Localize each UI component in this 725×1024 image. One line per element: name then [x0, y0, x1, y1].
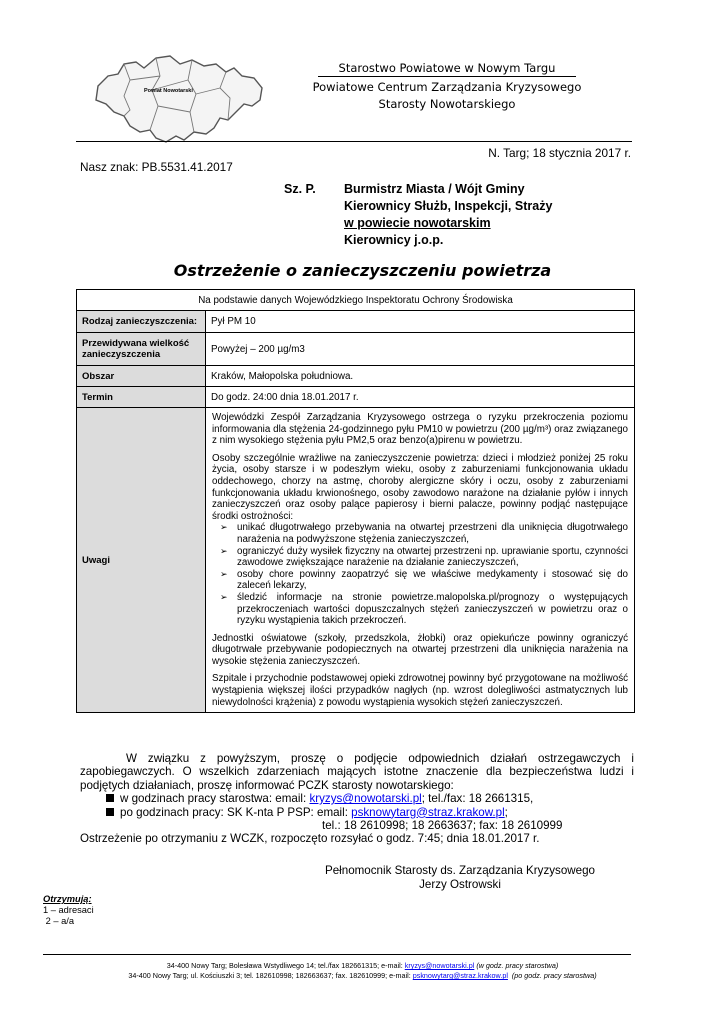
- contact-working-hours: w godzinach pracy starostwa: email: kryzys@nowotarski.pl; tel./fax: 18 2661315,: [80, 792, 634, 805]
- arrow-bullet-icon: ➢: [220, 591, 228, 602]
- body-text: [80, 752, 634, 846]
- arrow-bullet-icon: ➢: [220, 545, 228, 556]
- county-map-logo: [84, 46, 274, 154]
- warning-table: [76, 289, 635, 713]
- logo-label: Powiat Nowotarski: [144, 88, 193, 94]
- footer-email-psk[interactable]: psknowytarg@straz.krakow.pl: [412, 971, 508, 980]
- recipient-2: 2 – a/a: [43, 916, 75, 926]
- footer-email-kryzys[interactable]: kryzys@nowotarski.pl: [404, 961, 475, 970]
- addressee-prefix: Sz. P.: [284, 182, 316, 196]
- addressee-line-3: w powiecie nowotarskim: [344, 216, 491, 230]
- addressee-block: [344, 181, 552, 249]
- list-item: ➢ osoby chore powinny zaopatrzyć się we właściwe medykamenty i stosować się do zaleceń lekarzy,: [220, 568, 628, 592]
- department-name: Powiatowe Centrum Zarządzania Kryzysowego: [312, 80, 582, 94]
- value-pollution-type: Pył PM 10: [206, 311, 635, 333]
- recipient-1: 1 – adresaci: [43, 905, 94, 915]
- addressee-line-2: Kierownicy Służb, Inspekcji, Straży: [344, 199, 553, 213]
- closing-note: Ostrzeżenie po otrzymaniu z WCZK, rozpoczęto rozsyłać o godz. 7:45; dnia 18.01.2017 r.: [80, 832, 540, 846]
- contact-after-hours: po godzinach pracy: SK K-nta P PSP: email: psknowytarg@straz.krakow.pl;: [80, 806, 634, 819]
- list-item: ➢ śledzić informacje na stronie powietrze.malopolska.pl/prognozy o występujących przekroczeniach wartości dopuszczalnych stężeń zanieczyszczeń w powietrzu oraz o ryzyku wystąpienia takich przekroczeń.: [220, 591, 628, 627]
- table-source: Na podstawie danych Wojewódzkiego Inspektoratu Ochrony Środowiska: [77, 290, 635, 311]
- square-bullet-icon: [106, 808, 114, 816]
- arrow-bullet-icon: ➢: [220, 568, 228, 579]
- value-area: Kraków, Małopolska południowa.: [206, 366, 635, 387]
- recipients-block: [43, 894, 94, 927]
- addressee-line-1: Burmistrz Miasta / Wójt Gminy: [344, 182, 525, 196]
- footer-line-2: 34-400 Nowy Targ; ul. Kościuszki 3; tel. 182610998; 182663637; fax. 182610999; e-mail: psknowytarg@straz.krakow.pl (po godz. pracy starostwa): [128, 971, 597, 980]
- label-deadline: Termin: [77, 387, 206, 408]
- signature-title: Pełnomocnik Starosty ds. Zarządzania Kryzysowego: [325, 864, 595, 877]
- remarks-paragraph-1: Wojewódzki Zespół Zarządzania Kryzysowego ostrzega o ryzyku przekroczenia poziomu informowania dla stężenia 24-godzinnego pyłu PM10 w powietrzu (200 µg/m³) oraz związanego z nim wysokiego stężenia pyłu PM2,5 oraz benzo(a)pirenu w powietrzu.: [212, 412, 628, 447]
- header-rule-top: [318, 76, 576, 77]
- document-title: Ostrzeżenie o zanieczyszczeniu powietrza: [173, 261, 552, 280]
- list-item: ➢ unikać długotrwałego przebywania na otwartej przestrzeni dla uniknięcia długotrwałego narażenia na podwyższone stężenia zanieczyszczeń,: [220, 522, 628, 545]
- value-forecast-level: Powyżej – 200 µg/m3: [206, 333, 635, 366]
- label-pollution-type: Rodzaj zanieczyszczenia:: [77, 311, 206, 333]
- footer-line-1: 34-400 Nowy Targ; Bolesława Wstydliwego 14; tel./fax 182661315; e-mail: kryzys@nowotarski.pl (w godz. pracy starostwa): [166, 961, 559, 970]
- email-link-psk[interactable]: psknowytarg@straz.krakow.pl: [351, 805, 505, 819]
- department-subname: Starosty Nowotarskiego: [378, 97, 516, 111]
- label-forecast-level: Przewidywana wielkość zanieczyszczenia: [77, 333, 206, 366]
- label-area: Obszar: [77, 366, 206, 387]
- remarks-paragraph-4: Szpitale i przychodnie podstawowej opieki zdrowotnej powinny być przygotowane na możliwość wystąpienia większej ilości przypadków nagłych (np. wzrost dolegliwości astmatycznych lub niewydolności krążenia) z powodu wystąpienia wysokich stężeń zanieczyszczeń.: [212, 673, 628, 708]
- square-bullet-icon: [106, 794, 114, 802]
- footer-rule: [43, 954, 631, 955]
- precautions-list: [212, 522, 628, 626]
- document-date: N. Targ; 18 stycznia 2017 r.: [488, 146, 631, 160]
- list-item: ➢ ograniczyć duży wysiłek fizyczny na otwartej przestrzeni np. uprawianie sportu, czynności zawodowe zwiększające narażenie na działanie zanieczyszczeń,: [220, 545, 628, 569]
- remarks-content: [206, 408, 635, 713]
- recipients-heading: Otrzymują:: [43, 894, 92, 904]
- signature-block: [290, 864, 630, 892]
- office-name: Starostwo Powiatowe w Nowym Targu: [338, 61, 556, 75]
- reference-number: Nasz znak: PB.5531.41.2017: [80, 160, 233, 174]
- remarks-paragraph-3: Jednostki oświatowe (szkoły, przedszkola, żłobki) oraz opiekuńcze powinny ograniczyć długotrwałe przebywanie podopiecznych na otwartej przestrzeni dla uniknięcia narażenia na wysokie stężenia zanieczyszczeń.: [212, 632, 628, 667]
- email-link-kryzys[interactable]: kryzys@nowotarski.pl: [309, 792, 422, 806]
- label-remarks: Uwagi: [77, 408, 206, 713]
- header-rule-bottom: [76, 141, 632, 142]
- body-paragraph: W związku z powyższym, proszę o podjęcie odpowiednich działań ostrzegawczych i zapobiegawczych. O wszelkich zdarzeniach mających istotne znaczenie dla bezpieczeństwa ludzi i podjętych działaniach, proszę informować PCZK starosty nowotarskiego:: [80, 752, 634, 792]
- contact-after-hours-phone: tel.: 18 2610998; 18 2663637; fax: 18 2610999: [322, 819, 563, 833]
- arrow-bullet-icon: ➢: [220, 522, 228, 533]
- signature-name: Jerzy Ostrowski: [419, 878, 501, 891]
- remarks-paragraph-2: Osoby szczególnie wrażliwe na zanieczyszczenie powietrza: dzieci i młodzież poniżej 25 roku życia, osoby starsze i w podeszłym wieku, osoby z zaburzeniami funkcjonowania układu oddechowego, chorzy na astmę, choroby alergiczne skóry i oczu, osoby z zaburzeniami funkcjonowania układu krwionośnego, osoby zawodowo narażone na działanie pyłów i innych zanieczyszczeń oraz osoby palące papierosy i bierni palacze, powinny podjąć następujące środki ostrożności:: [212, 452, 628, 522]
- addressee-line-4: Kierownicy j.o.p.: [344, 233, 444, 247]
- value-deadline: Do godz. 24:00 dnia 18.01.2017 r.: [206, 387, 635, 408]
